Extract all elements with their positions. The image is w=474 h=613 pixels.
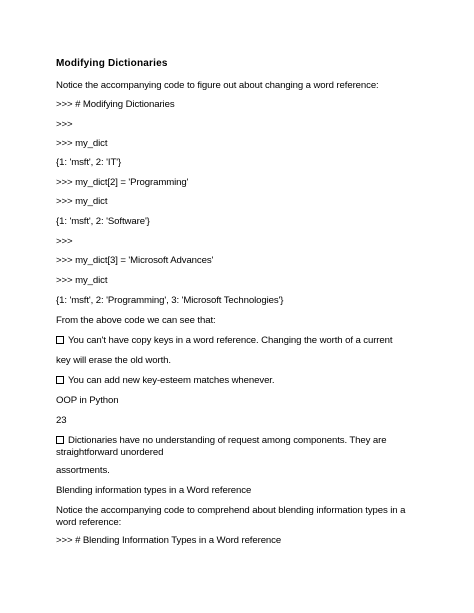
code-line: {1: 'msft', 2: 'Programming', 3: 'Microsoft Technologies'} [56, 295, 284, 306]
code-line: >>> # Blending Information Types in a Word reference [56, 535, 282, 546]
page-footer-title: OOP in Python [56, 395, 119, 406]
bullet-continuation: assortments. [56, 465, 110, 476]
code-line: >>> my_dict[3] = 'Microsoft Advances' [56, 255, 214, 266]
code-line: >>> [56, 119, 73, 130]
page-number: 23 [56, 415, 67, 426]
code-line: >>> my_dict[2] = 'Programming' [56, 177, 189, 188]
bullet-item [56, 375, 274, 387]
checkbox-bullet-icon [56, 336, 64, 344]
bullet-text: You can add new key-esteem matches whenever. [68, 375, 275, 386]
bullet-item [56, 435, 416, 459]
checkbox-bullet-icon [56, 376, 64, 384]
checkbox-bullet-icon [56, 436, 64, 444]
intro-paragraph: Notice the accompanying code to comprehend about blending information types in a word reference: [56, 505, 406, 528]
bullet-continuation: key will erase the old worth. [56, 355, 171, 366]
from-above-text: From the above code we can see that: [56, 315, 216, 326]
code-line: >>> my_dict [56, 138, 108, 149]
bullet-text: Dictionaries have no understanding of request among components. They are straightforward unordered [56, 435, 387, 458]
code-line: >>> [56, 236, 73, 247]
code-line: {1: 'msft', 2: 'IT'} [56, 157, 122, 168]
code-line: >>> my_dict [56, 196, 108, 207]
section-heading: Blending information types in a Word reference [56, 485, 252, 496]
code-line: >>> my_dict [56, 275, 108, 286]
code-line: >>> # Modifying Dictionaries [56, 99, 175, 110]
code-line: {1: 'msft', 2: 'Software'} [56, 216, 150, 227]
bullet-text: You can't have copy keys in a word reference. Changing the worth of a current [68, 335, 393, 346]
bullet-item [56, 335, 392, 347]
intro-paragraph: Notice the accompanying code to figure out about changing a word reference: [56, 80, 379, 91]
section-heading: Modifying Dictionaries [56, 58, 168, 69]
